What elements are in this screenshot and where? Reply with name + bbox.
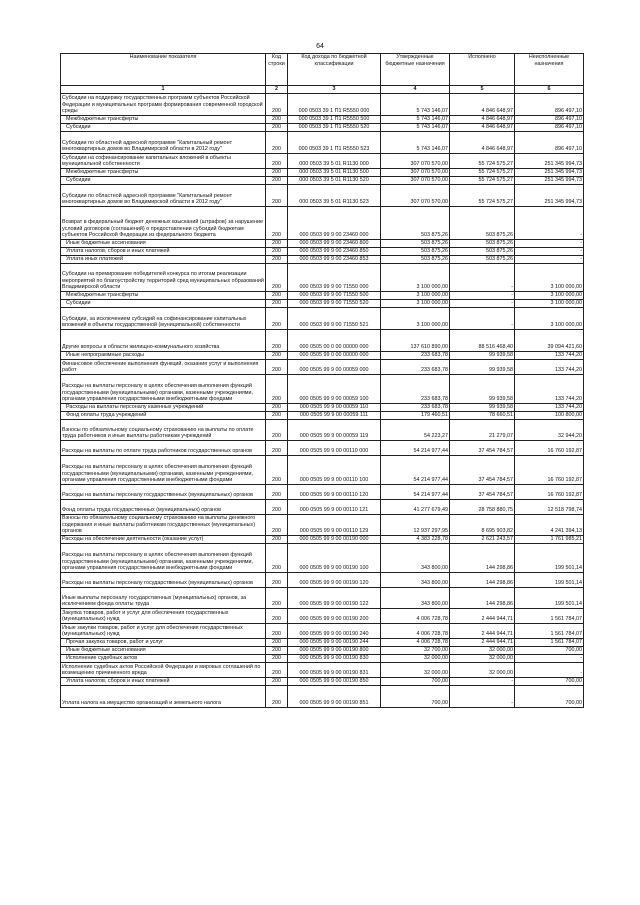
cell-kbk: 000 0503 39 5 01 R1130 520	[288, 177, 381, 185]
cell-kbk: 000 0505 99 9 00 00190 800	[288, 647, 381, 655]
cell-unexecuted: 133 744,20	[515, 352, 584, 360]
cell-code: 200	[266, 536, 288, 544]
column-number: 1	[61, 86, 266, 94]
cell-unexecuted: 16 760 192,87	[515, 456, 584, 485]
cell-executed: 2 444 944,71	[450, 639, 515, 647]
cell-name: Субсидии на поддержку государственных программ субъектов Российской Федерации и муниципальных программ формирования современной городской среды	[61, 94, 266, 116]
cell-unexecuted: 3 100 000,00	[515, 300, 584, 308]
budget-execution-table	[60, 53, 584, 708]
cell-approved: 307 070 570,00	[381, 177, 450, 185]
header-unexecuted: Неисполненные назначения	[515, 54, 584, 86]
cell-approved: 179 460,51	[381, 412, 450, 420]
cell-code: 200	[266, 456, 288, 485]
cell-code: 200	[266, 94, 288, 116]
cell-approved: 503 875,26	[381, 248, 450, 256]
cell-name: Исполнение судебных актов Российской Федерации и мировых соглашений по возмещению причиненного вреда	[61, 663, 266, 678]
cell-kbk: 000 0505 99 9 00 00190 000	[288, 536, 381, 544]
cell-executed: 4 846 648,97	[450, 116, 515, 124]
cell-unexecuted: 16 760 192,87	[515, 485, 584, 500]
cell-unexecuted: 1 761 985,21	[515, 536, 584, 544]
cell-approved: 137 610 890,00	[381, 330, 450, 352]
cell-approved: 5 743 146,07	[381, 116, 450, 124]
cell-executed: 99 939,58	[450, 404, 515, 412]
cell-unexecuted: 100 800,00	[515, 412, 584, 420]
table-row	[61, 412, 584, 420]
cell-approved: 233 683,78	[381, 375, 450, 404]
cell-name: Финансовое обеспечение выполнения функций, оказания услуг и выполнения работ	[61, 360, 266, 375]
table-row	[61, 300, 584, 308]
cell-name: Иные бюджетные ассигнования	[61, 647, 266, 655]
cell-code: 200	[266, 132, 288, 154]
cell-executed: 4 846 648,97	[450, 124, 515, 132]
cell-name: Иные бюджетные ассигнования	[61, 240, 266, 248]
cell-unexecuted: 12 518 798,74	[515, 500, 584, 515]
cell-code: 200	[266, 515, 288, 536]
cell-executed: 99 939,58	[450, 352, 515, 360]
cell-unexecuted: -	[515, 240, 584, 248]
cell-unexecuted: 700,00	[515, 686, 584, 708]
cell-executed: 503 875,26	[450, 248, 515, 256]
cell-unexecuted: -	[515, 655, 584, 663]
cell-kbk: 000 0505 99 9 00 00059 000	[288, 360, 381, 375]
cell-kbk: 000 0505 99 9 00 00059 100	[288, 375, 381, 404]
table-row	[61, 132, 584, 154]
table-row	[61, 639, 584, 647]
cell-unexecuted: -	[515, 207, 584, 240]
cell-kbk: 000 0505 99 9 00 00059 119	[288, 420, 381, 441]
cell-code: 200	[266, 185, 288, 207]
cell-code: 200	[266, 256, 288, 264]
cell-name: Иные выплаты персоналу государственных (муниципальных) органов, за исключением фонда оплаты труда	[61, 588, 266, 609]
cell-name: Межбюджетные трансферты	[61, 292, 266, 300]
cell-kbk: 000 0503 39 1 П1 R5550 523	[288, 132, 381, 154]
cell-code: 200	[266, 330, 288, 352]
cell-kbk: 000 0503 39 1 П1 R5550 500	[288, 116, 381, 124]
cell-executed: 37 454 784,57	[450, 456, 515, 485]
cell-kbk: 000 0503 99 9 00 23460 850	[288, 248, 381, 256]
cell-code: 200	[266, 500, 288, 515]
cell-approved: 5 743 146,07	[381, 124, 450, 132]
cell-unexecuted: 3 100 000,00	[515, 308, 584, 330]
cell-executed: 88 516 468,40	[450, 330, 515, 352]
cell-kbk: 000 0505 99 9 00 00190 830	[288, 655, 381, 663]
cell-unexecuted: 251 345 994,73	[515, 169, 584, 177]
cell-executed: 32 000,00	[450, 647, 515, 655]
cell-approved: 307 070 570,00	[381, 185, 450, 207]
cell-unexecuted: 700,00	[515, 678, 584, 686]
cell-executed: 21 279,07	[450, 420, 515, 441]
table-row	[61, 169, 584, 177]
cell-executed: 8 695 903,82	[450, 515, 515, 536]
cell-name: Расходы на выплаты персоналу в целях обеспечения выполнения функций государственными (муниципальными) органами, казенными учреждениями, органами управления государственными внебюджетными фондами	[61, 375, 266, 404]
cell-code: 200	[266, 588, 288, 609]
cell-unexecuted: 896 497,10	[515, 132, 584, 154]
cell-name: Субсидии по областной адресной программе "Капитальный ремонт многоквартирных домов во Владимирской области в 2012 году"	[61, 132, 266, 154]
cell-code: 200	[266, 609, 288, 624]
table-row	[61, 352, 584, 360]
cell-approved: 4 006 728,78	[381, 609, 450, 624]
cell-executed: 99 939,58	[450, 375, 515, 404]
cell-code: 200	[266, 308, 288, 330]
cell-name: Другие вопросы в области жилищно-коммунального хозяйства	[61, 330, 266, 352]
cell-unexecuted: 1 561 784,07	[515, 639, 584, 647]
cell-executed: 55 724 575,27	[450, 169, 515, 177]
cell-code: 200	[266, 420, 288, 441]
cell-unexecuted: 700,00	[515, 647, 584, 655]
cell-name: Иные закупки товаров, работ и услуг для обеспечения государственных (муниципальных) нужд	[61, 624, 266, 639]
cell-approved: 307 070 570,00	[381, 169, 450, 177]
page-number: 64	[316, 43, 324, 50]
header-code: Код строки	[266, 54, 288, 86]
cell-approved: 503 875,26	[381, 240, 450, 248]
cell-executed: 55 724 575,27	[450, 177, 515, 185]
cell-unexecuted: 133 744,20	[515, 375, 584, 404]
table-row	[61, 177, 584, 185]
cell-kbk: 000 0505 99 9 00 00059 110	[288, 404, 381, 412]
cell-unexecuted: 251 345 994,73	[515, 154, 584, 169]
cell-executed: 2 444 944,71	[450, 609, 515, 624]
cell-kbk: 000 0503 99 9 00 71550 521	[288, 308, 381, 330]
cell-name: Возврат в федеральный бюджет денежных взысканий (штрафов) за нарушение условий договоров (соглашений) о предоставлении субсидий бюджетам субъектов Российской Федерации из федерального бюджета	[61, 207, 266, 240]
cell-unexecuted: 199 501,14	[515, 544, 584, 573]
table-row	[61, 292, 584, 300]
column-number: 3	[288, 86, 381, 94]
cell-executed: 144 298,86	[450, 588, 515, 609]
cell-name: Взносы по обязательному социальному страхованию на выплаты по оплате труда работников и иные выплаты работникам учреждений	[61, 420, 266, 441]
table-row	[61, 536, 584, 544]
cell-unexecuted: 896 497,10	[515, 116, 584, 124]
cell-name: Расходы на выплаты по оплате труда работников государственных органов	[61, 441, 266, 456]
table-row	[61, 544, 584, 573]
table-row	[61, 624, 584, 639]
cell-executed: 2 621 243,57	[450, 536, 515, 544]
cell-approved: 54 223,27	[381, 420, 450, 441]
cell-name: Уплата иных платежей	[61, 256, 266, 264]
cell-code: 200	[266, 624, 288, 639]
cell-unexecuted: 896 497,10	[515, 124, 584, 132]
cell-approved: 343 800,00	[381, 544, 450, 573]
table-row	[61, 256, 584, 264]
cell-name: Межбюджетные трансферты	[61, 116, 266, 124]
cell-approved: 32 700,00	[381, 647, 450, 655]
table-row	[61, 264, 584, 292]
cell-kbk: 000 0505 99 9 00 00110 000	[288, 441, 381, 456]
cell-code: 200	[266, 655, 288, 663]
cell-kbk: 000 0503 99 9 00 71550 500	[288, 292, 381, 300]
cell-code: 200	[266, 169, 288, 177]
cell-kbk: 000 0503 99 9 00 71550 520	[288, 300, 381, 308]
table-row	[61, 420, 584, 441]
cell-name: Уплата налогов, сборов и иных платежей	[61, 678, 266, 686]
cell-kbk: 000 0505 99 0 00 00000 000	[288, 352, 381, 360]
cell-unexecuted: -	[515, 248, 584, 256]
cell-name: Субсидии	[61, 124, 266, 132]
cell-kbk: 000 0503 99 9 00 23460 000	[288, 207, 381, 240]
cell-executed: 4 846 648,97	[450, 94, 515, 116]
cell-approved: 12 937 297,95	[381, 515, 450, 536]
table-row	[61, 185, 584, 207]
cell-approved: 3 100 000,00	[381, 264, 450, 292]
cell-code: 200	[266, 240, 288, 248]
cell-executed: 55 724 575,27	[450, 154, 515, 169]
cell-kbk: 000 0503 99 9 00 23460 800	[288, 240, 381, 248]
table-row	[61, 686, 584, 708]
cell-executed: -	[450, 300, 515, 308]
cell-unexecuted: 39 094 421,60	[515, 330, 584, 352]
header-executed: Исполнено	[450, 54, 515, 86]
table-row	[61, 124, 584, 132]
table-row	[61, 500, 584, 515]
cell-unexecuted: 896 497,10	[515, 94, 584, 116]
table-row	[61, 655, 584, 663]
cell-code: 200	[266, 264, 288, 292]
cell-unexecuted: 251 345 994,73	[515, 177, 584, 185]
cell-unexecuted: 133 744,20	[515, 360, 584, 375]
cell-kbk: 000 0505 99 9 00 00190 850	[288, 678, 381, 686]
cell-approved: 233 683,78	[381, 404, 450, 412]
cell-approved: 3 100 000,00	[381, 292, 450, 300]
cell-name: Расходы на выплаты персоналу государственных (муниципальных) органов	[61, 573, 266, 588]
cell-kbk: 000 0503 39 1 П1 R5550 000	[288, 94, 381, 116]
cell-code: 200	[266, 154, 288, 169]
cell-code: 200	[266, 124, 288, 132]
table-row	[61, 360, 584, 375]
cell-executed: 28 758 880,75	[450, 500, 515, 515]
cell-code: 200	[266, 639, 288, 647]
cell-name: Расходы на выплаты персоналу казенных учреждений	[61, 404, 266, 412]
cell-code: 200	[266, 544, 288, 573]
cell-approved: 4 006 728,78	[381, 639, 450, 647]
cell-unexecuted: -	[515, 663, 584, 678]
cell-name: Субсидии	[61, 177, 266, 185]
cell-unexecuted: 251 345 994,73	[515, 185, 584, 207]
table-row	[61, 330, 584, 352]
cell-unexecuted: 1 561 784,07	[515, 624, 584, 639]
cell-kbk: 000 0503 39 5 01 R1130 000	[288, 154, 381, 169]
column-number: 6	[515, 86, 584, 94]
cell-executed: -	[450, 686, 515, 708]
cell-kbk: 000 0503 99 9 00 23460 853	[288, 256, 381, 264]
cell-code: 200	[266, 647, 288, 655]
table-row	[61, 678, 584, 686]
cell-code: 200	[266, 663, 288, 678]
cell-unexecuted: 3 100 000,00	[515, 264, 584, 292]
table-row	[61, 375, 584, 404]
cell-code: 200	[266, 177, 288, 185]
header-approved: Утвержденные бюджетные назначения	[381, 54, 450, 86]
cell-name: Расходы на выплаты персоналу государственных (муниципальных) органов	[61, 485, 266, 500]
cell-code: 200	[266, 207, 288, 240]
cell-kbk: 000 0505 00 0 00 00000 000	[288, 330, 381, 352]
cell-kbk: 000 0505 99 9 00 00190 831	[288, 663, 381, 678]
cell-code: 200	[266, 412, 288, 420]
cell-code: 200	[266, 441, 288, 456]
cell-name: Расходы на выплаты персоналу в целях обеспечения выполнения функций государственными (муниципальными) органами, казенными учреждениями, органами управления государственными внебюджетными фондами	[61, 456, 266, 485]
cell-approved: 54 214 977,44	[381, 456, 450, 485]
table-header-row	[61, 54, 584, 86]
table-row	[61, 663, 584, 678]
table-row	[61, 573, 584, 588]
cell-approved: 503 875,26	[381, 207, 450, 240]
cell-unexecuted: 199 501,14	[515, 588, 584, 609]
table-row	[61, 456, 584, 485]
cell-executed: 503 875,26	[450, 207, 515, 240]
header-kbk: Код дохода по бюджетной классификации	[288, 54, 381, 86]
cell-code: 200	[266, 352, 288, 360]
cell-name: Уплата налога на имущество организаций и земельного налога	[61, 686, 266, 708]
cell-executed: 99 939,58	[450, 360, 515, 375]
cell-approved: 700,00	[381, 678, 450, 686]
cell-kbk: 000 0505 99 9 00 00110 129	[288, 515, 381, 536]
table-row	[61, 240, 584, 248]
cell-approved: 700,00	[381, 686, 450, 708]
cell-kbk: 000 0503 39 5 01 R1130 500	[288, 169, 381, 177]
cell-executed: 4 846 648,97	[450, 132, 515, 154]
cell-code: 200	[266, 292, 288, 300]
header-name: Наименование показателя	[61, 54, 266, 86]
cell-code: 200	[266, 485, 288, 500]
cell-approved: 41 277 679,49	[381, 500, 450, 515]
cell-kbk: 000 0505 99 9 00 00110 120	[288, 485, 381, 500]
cell-name: Фонд оплаты труда государственных (муниципальных) органов	[61, 500, 266, 515]
cell-code: 200	[266, 375, 288, 404]
cell-executed: -	[450, 308, 515, 330]
cell-name: Субсидии на премирование победителей конкурса по итогам реализации мероприятий по благоустройству территорий сред муниципальных образований Владимирской области	[61, 264, 266, 292]
table-row	[61, 308, 584, 330]
cell-approved: 343 800,00	[381, 573, 450, 588]
table-row	[61, 647, 584, 655]
cell-approved: 233 683,78	[381, 360, 450, 375]
cell-name: Субсидии, за исключением субсидий на софинансирование капитальных вложений в объекты государственной (муниципальной) собственности	[61, 308, 266, 330]
cell-name: Прочая закупка товаров, работ и услуг	[61, 639, 266, 647]
column-number-row	[61, 86, 584, 94]
cell-name: Межбюджетные трансферты	[61, 169, 266, 177]
cell-kbk: 000 0505 99 9 00 00190 851	[288, 686, 381, 708]
table-row	[61, 515, 584, 536]
column-number: 5	[450, 86, 515, 94]
cell-executed: 55 724 575,27	[450, 185, 515, 207]
cell-unexecuted: 32 944,20	[515, 420, 584, 441]
cell-kbk: 000 0505 99 9 00 00190 122	[288, 588, 381, 609]
cell-code: 200	[266, 300, 288, 308]
table-row	[61, 248, 584, 256]
cell-name: Взносы по обязательному социальному страхованию на выплаты денежного содержания и иные выплаты работникам государственных (муниципальных) органов	[61, 515, 266, 536]
cell-name: Субсидии на софинансирование капитальных вложений в объекты муниципальной собственности	[61, 154, 266, 169]
cell-kbk: 000 0505 99 9 00 00110 121	[288, 500, 381, 515]
cell-unexecuted: -	[515, 256, 584, 264]
table-row	[61, 207, 584, 240]
table-row	[61, 154, 584, 169]
cell-code: 200	[266, 248, 288, 256]
cell-kbk: 000 0503 39 5 01 R1130 523	[288, 185, 381, 207]
cell-approved: 32 000,00	[381, 655, 450, 663]
cell-approved: 4 383 228,78	[381, 536, 450, 544]
cell-approved: 3 100 000,00	[381, 308, 450, 330]
cell-approved: 54 214 977,44	[381, 485, 450, 500]
cell-executed: 503 875,26	[450, 256, 515, 264]
cell-unexecuted: 1 561 784,07	[515, 609, 584, 624]
table-body	[61, 94, 584, 708]
cell-name: Субсидии	[61, 300, 266, 308]
cell-name: Фонд оплаты труда учреждений	[61, 412, 266, 420]
cell-approved: 4 006 728,78	[381, 624, 450, 639]
cell-unexecuted: 199 501,14	[515, 573, 584, 588]
cell-executed: 144 298,86	[450, 544, 515, 573]
cell-kbk: 000 0505 99 9 00 00190 240	[288, 624, 381, 639]
cell-executed: -	[450, 678, 515, 686]
table-row	[61, 609, 584, 624]
cell-name: Уплата налогов, сборов и иных платежей	[61, 248, 266, 256]
cell-approved: 503 875,26	[381, 256, 450, 264]
cell-unexecuted: 4 241 394,13	[515, 515, 584, 536]
cell-unexecuted: 133 744,20	[515, 404, 584, 412]
table-row	[61, 404, 584, 412]
cell-executed: 37 454 784,57	[450, 485, 515, 500]
cell-kbk: 000 0503 99 9 00 71550 000	[288, 264, 381, 292]
cell-executed: 32 000,00	[450, 663, 515, 678]
cell-name: Расходы на обеспечение деятельности (оказание услуг)	[61, 536, 266, 544]
cell-approved: 32 000,00	[381, 663, 450, 678]
table-row	[61, 441, 584, 456]
cell-name: Иные непрограммные расходы	[61, 352, 266, 360]
cell-approved: 307 070 570,00	[381, 154, 450, 169]
cell-executed: -	[450, 264, 515, 292]
cell-kbk: 000 0505 99 9 00 00190 120	[288, 573, 381, 588]
cell-approved: 5 743 146,07	[381, 94, 450, 116]
cell-approved: 343 800,00	[381, 588, 450, 609]
table-row	[61, 116, 584, 124]
cell-unexecuted: 16 760 192,87	[515, 441, 584, 456]
cell-name: Субсидии по областной адресной программе "Капитальный ремонт многоквартирных домов во Владимирской области в 2012 году"	[61, 185, 266, 207]
cell-approved: 3 100 000,00	[381, 300, 450, 308]
cell-executed: 37 454 784,57	[450, 441, 515, 456]
cell-executed: -	[450, 292, 515, 300]
table-row	[61, 94, 584, 116]
cell-executed: 32 000,00	[450, 655, 515, 663]
cell-code: 200	[266, 573, 288, 588]
cell-executed: 2 444 944,71	[450, 624, 515, 639]
cell-kbk: 000 0503 39 1 П1 R5550 520	[288, 124, 381, 132]
cell-kbk: 000 0505 99 9 00 00190 100	[288, 544, 381, 573]
cell-kbk: 000 0505 99 9 00 00190 244	[288, 639, 381, 647]
table-row	[61, 588, 584, 609]
cell-code: 200	[266, 360, 288, 375]
cell-executed: 503 875,26	[450, 240, 515, 248]
cell-kbk: 000 0505 99 9 00 00059 111	[288, 412, 381, 420]
cell-kbk: 000 0505 99 9 00 00190 200	[288, 609, 381, 624]
cell-code: 200	[266, 686, 288, 708]
cell-approved: 233 683,78	[381, 352, 450, 360]
cell-executed: 144 298,86	[450, 573, 515, 588]
column-number: 2	[266, 86, 288, 94]
cell-approved: 5 743 146,07	[381, 132, 450, 154]
cell-code: 200	[266, 678, 288, 686]
cell-code: 200	[266, 404, 288, 412]
cell-approved: 54 214 977,44	[381, 441, 450, 456]
cell-code: 200	[266, 116, 288, 124]
cell-unexecuted: 3 100 000,00	[515, 292, 584, 300]
table-row	[61, 485, 584, 500]
column-number: 4	[381, 86, 450, 94]
cell-name: Расходы на выплаты персоналу в целях обеспечения выполнения функций государственными (муниципальными) органами, казенными учреждениями, органами управления государственными внебюджетными фондами	[61, 544, 266, 573]
cell-name: Исполнение судебных актов	[61, 655, 266, 663]
cell-name: Закупка товаров, работ и услуг для обеспечения государственных (муниципальных) нужд	[61, 609, 266, 624]
cell-executed: 78 660,51	[450, 412, 515, 420]
cell-kbk: 000 0505 99 9 00 00110 100	[288, 456, 381, 485]
